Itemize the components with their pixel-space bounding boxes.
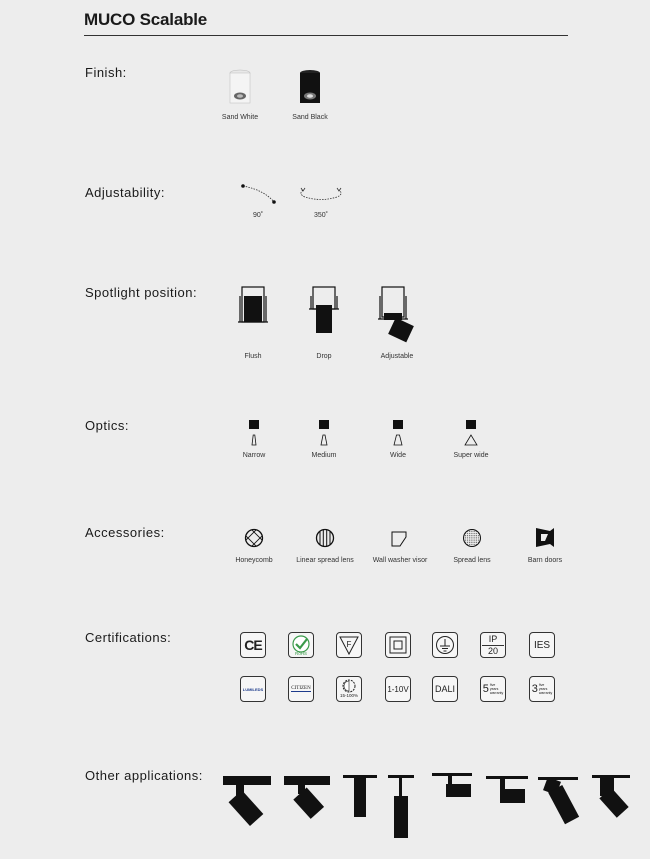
finish-label: Finish:	[85, 65, 127, 80]
white-spotlight-icon	[227, 69, 253, 107]
dali-icon: DALI	[432, 676, 458, 702]
finish-caption-sand-black: Sand Black	[292, 114, 328, 121]
other-applications-label: Other applications:	[85, 768, 203, 783]
spread-lens-icon	[462, 528, 482, 548]
wall-washer-visor-icon	[389, 528, 409, 548]
warranty-5-number: 5	[482, 683, 489, 695]
1-10v-icon: 1-10V	[385, 676, 411, 702]
adjustability-caption-350: 350˚	[313, 212, 328, 219]
tilt-arc-icon	[238, 180, 278, 206]
adjustability-label: Adjustability:	[85, 185, 165, 200]
ies-icon: IES	[529, 632, 555, 658]
adjustability-caption-90: 90˚	[252, 212, 264, 219]
super-wide-beam-icon	[462, 419, 480, 447]
wide-beam-icon	[390, 419, 406, 447]
accessory-caption-linear-spread-lens: Linear spread lens	[296, 557, 354, 564]
track-adjustable-short-icon	[284, 776, 330, 819]
track-wallwash-icon	[432, 773, 472, 797]
ip20-icon	[480, 632, 506, 658]
flush-position-icon	[238, 285, 268, 325]
drop-position-icon	[309, 285, 339, 335]
earth-ground-icon	[432, 632, 458, 658]
lumileds-logo-icon	[240, 676, 266, 702]
warranty-3-warranty: warranty	[538, 691, 553, 696]
adjustable-position-icon	[378, 285, 420, 347]
page-title: MUCO Scalable	[84, 10, 208, 29]
accessory-caption-barn-doors: Barn doors	[527, 557, 563, 564]
spotlight-position-label: Spotlight position:	[85, 285, 198, 300]
linear-spread-lens-icon	[315, 528, 335, 548]
dimming-range-text: 15-100%	[339, 693, 358, 698]
lumileds-text: LUMILEDS	[242, 686, 264, 692]
ceiling-angled-icon	[592, 775, 630, 818]
ce-mark-icon: CE	[240, 632, 266, 658]
rohs-icon	[288, 632, 314, 658]
track-angled-icon	[538, 777, 579, 824]
dimming-icon	[336, 676, 362, 702]
citizen-logo-icon	[288, 676, 314, 702]
track-box-icon	[486, 776, 528, 803]
optics-caption-medium: Medium	[311, 452, 337, 459]
warranty-5-five: five	[489, 682, 496, 687]
optics-caption-super-wide: Super wide	[453, 452, 489, 459]
position-caption-drop: Drop	[316, 353, 332, 360]
medium-beam-icon	[316, 419, 332, 447]
accessories-label: Accessories:	[85, 525, 165, 540]
accessory-caption-wall-washer-visor: Wall washer visor	[372, 557, 428, 564]
position-caption-adjustable: Adjustable	[380, 353, 414, 360]
honeycomb-icon	[244, 528, 264, 548]
ip-text: IP	[488, 633, 498, 644]
title-divider	[84, 35, 568, 36]
accessory-caption-spread-lens: Spread lens	[453, 557, 491, 564]
five-year-warranty-icon	[480, 676, 506, 702]
accessory-caption-honeycomb: Honeycomb	[235, 557, 273, 564]
rohs-text: RoHS	[294, 651, 308, 656]
track-drop-cylinder-icon	[388, 775, 414, 838]
warranty-3-five: five	[538, 682, 545, 687]
track-pendant-icon	[343, 775, 377, 817]
class-ii-icon	[385, 632, 411, 658]
warranty-5-warranty: warranty	[489, 691, 504, 696]
track-adjustable-icon	[223, 776, 271, 826]
citizen-text: CITIZEN	[291, 686, 311, 691]
warranty-3-number: 3	[531, 683, 538, 695]
finish-caption-sand-white: Sand White	[221, 114, 259, 121]
optics-label: Optics:	[85, 418, 129, 433]
certifications-label: Certifications:	[85, 630, 172, 645]
narrow-beam-icon	[246, 419, 262, 447]
optics-caption-wide: Wide	[390, 452, 406, 459]
warranty-3-years: years	[538, 686, 548, 691]
barn-doors-icon	[534, 526, 556, 550]
position-caption-flush: Flush	[244, 353, 262, 360]
optics-caption-narrow: Narrow	[242, 452, 266, 459]
f-mark-icon	[336, 632, 362, 658]
rotation-ellipse-icon	[297, 186, 345, 202]
warranty-5-years: years	[489, 686, 499, 691]
black-spotlight-icon	[297, 69, 323, 107]
three-year-warranty-icon	[529, 676, 555, 702]
ip-rating-text: 20	[487, 645, 498, 656]
f-mark-text: F	[346, 640, 352, 649]
other-applications-silhouettes	[220, 770, 630, 842]
